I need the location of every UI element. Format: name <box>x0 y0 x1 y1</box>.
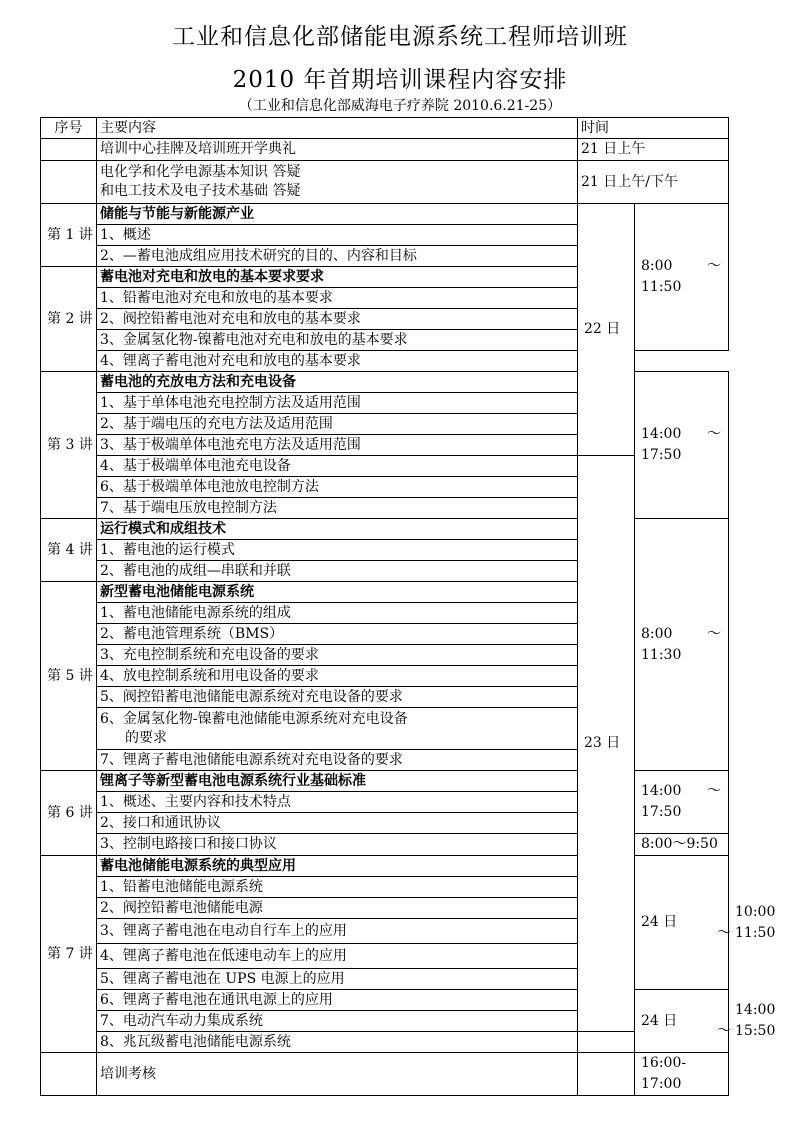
lecture-title: 锂离子等新型蓄电池电源系统行业基础标准 <box>97 771 578 792</box>
table-row: 第 7 讲 蓄电池储能电源系统的典型应用 24 日 10:00 ～ 11:50 <box>41 856 729 877</box>
day-cell: 24 日 <box>635 856 729 990</box>
time-end: 17:50 <box>641 447 682 463</box>
time-cell: 14:00 ～ 17:50 <box>635 372 729 519</box>
time-start: 8:00 <box>641 258 673 274</box>
list-item: 2、接口和通讯协议 <box>97 813 578 834</box>
header-time: 时间 <box>578 118 729 139</box>
list-item: 6、金属氢化物-镍蓄电池储能电源系统对充电设备 的要求 <box>97 708 578 750</box>
time-end: 11:30 <box>641 646 682 663</box>
list-item: 7、基于端电压放电控制方法 <box>97 498 578 519</box>
header-no: 序号 <box>41 118 97 139</box>
lecture-title: 运行模式和成组技术 <box>97 519 578 540</box>
list-item: 3、基于极端单体电池充电方法及适用范围 <box>97 435 578 456</box>
time-start: 14:00 <box>641 426 682 442</box>
lecture-title: 蓄电池对充电和放电的基本要求要求 <box>97 267 578 288</box>
list-item: 8、兆瓦级蓄电池储能电源系统 <box>97 1032 578 1053</box>
list-item: 1、蓄电池的运行模式 <box>97 540 578 561</box>
time-end: 11:50 <box>641 279 682 295</box>
list-item: 1、基于单体电池充电控制方法及适用范围 <box>97 393 578 414</box>
list-item: 1、铅蓄电池储能电源系统 <box>97 877 578 898</box>
table-row <box>41 204 729 225</box>
day-cell: 24 日 <box>635 990 729 1053</box>
time-cell: 14:00 ～ 17:50 <box>635 771 729 834</box>
list-item: 3、金属氢化物-镍蓄电池对充电和放电的基本要求 <box>97 330 578 351</box>
table-row: 6、锂离子蓄电池在通讯电源上的应用 24 日 14:00 ～ 15:50 <box>41 990 729 1011</box>
time-start: 14:00 <box>641 783 682 799</box>
list-item: 3、控制电路接口和接口协议 <box>97 834 578 856</box>
table-row <box>41 456 729 477</box>
lecture-label: 第 2 讲 <box>41 267 97 372</box>
document-subtitle-year: 2010 年首期培训课程内容安排 <box>232 67 568 93</box>
list-item: 2、蓄电池管理系统（BMS） <box>97 624 578 645</box>
exam-time: 16:00-17:00 <box>635 1053 729 1096</box>
schedule-table <box>40 117 776 1096</box>
exam-label: 培训考核 <box>97 1053 578 1096</box>
day-cell: 23 日 <box>578 456 635 1032</box>
list-item: 1、概述、主要内容和技术特点 <box>97 792 578 813</box>
list-item: 5、锂离子蓄电池在 UPS 电源上的应用 <box>97 969 578 990</box>
list-item: 2、—蓄电池成组应用技术研究的目的、内容和目标 <box>97 246 578 267</box>
time-start: 8:00 <box>641 625 673 642</box>
list-item: 3、锂离子蓄电池在电动自行车上的应用 <box>97 919 578 944</box>
lecture-title: 蓄电池的充放电方法和充电设备 <box>97 372 578 393</box>
time-cell: 8:00 ～ 11:50 <box>635 204 729 351</box>
list-item: 4、基于极端单体电池充电设备 <box>97 456 578 477</box>
header-row <box>41 118 729 139</box>
list-item: 3、充电控制系统和充电设备的要求 <box>97 645 578 666</box>
basics-time: 21 日上午/下午 <box>578 161 729 204</box>
opening-ceremony: 培训中心挂牌及培训班开学典礼 <box>97 139 578 161</box>
table-row <box>41 161 729 204</box>
list-item: 5、阀控铅蓄电池储能电源系统对充电设备的要求 <box>97 687 578 708</box>
list-item: 2、蓄电池的成组—串联和并联 <box>97 561 578 582</box>
lecture-label: 第 6 讲 <box>41 771 97 856</box>
list-item: 1、概述 <box>97 225 578 246</box>
list-item: 7、电动汽车动力集成系统 <box>97 1011 578 1032</box>
list-item: 1、蓄电池储能电源系统的组成 <box>97 603 578 624</box>
location-date-line: （工业和信息化部威海电子疗养院 2010.6.21-25） <box>238 98 562 114</box>
table-row <box>41 1032 729 1053</box>
time-cell: 8:00～9:50 <box>635 834 729 856</box>
lecture-label: 第 7 讲 <box>41 856 97 1053</box>
document-title: 工业和信息化部储能电源系统工程师培训班 <box>172 24 628 50</box>
lecture-title: 储能与节能与新能源产业 <box>97 204 578 225</box>
opening-time: 21 日上午 <box>578 139 729 161</box>
lecture-label: 第 5 讲 <box>41 582 97 771</box>
lecture-label: 第 3 讲 <box>41 372 97 519</box>
list-item: 2、基于端电压的充电方法及适用范围 <box>97 414 578 435</box>
list-item: 4、锂离子蓄电池对充电和放电的基本要求 <box>97 351 578 372</box>
lecture-label: 第 4 讲 <box>41 519 97 582</box>
basics-line-2: 和电工技术及电子技术基础 答疑 <box>100 183 301 199</box>
table-row <box>41 139 729 161</box>
day-cell: 22 日 <box>578 204 635 456</box>
time-start: 14:00 <box>735 1002 776 1018</box>
lecture-label: 第 1 讲 <box>41 204 97 267</box>
time-end: 17:50 <box>641 804 682 820</box>
basics-line-1: 电化学和化学电源基本知识 答疑 <box>100 164 301 180</box>
list-item: 4、放电控制系统和用电设备的要求 <box>97 666 578 687</box>
list-item: 6、锂离子蓄电池在通讯电源上的应用 <box>97 990 578 1011</box>
list-item: 7、锂离子蓄电池储能电源系统对充电设备的要求 <box>97 750 578 771</box>
list-item: 1、铅蓄电池对充电和放电的基本要求 <box>97 288 578 309</box>
lecture-title: 蓄电池储能电源系统的典型应用 <box>97 856 578 877</box>
list-item: 6、基于极端单体电池放电控制方法 <box>97 477 578 498</box>
list-item: 2、阀控铅蓄电池储能电源 <box>97 898 578 919</box>
time-cell: 8:00 ～ 11:30 <box>635 519 729 771</box>
list-item: 4、锂离子蓄电池在低速电动车上的应用 <box>97 944 578 969</box>
table-row <box>41 1053 729 1096</box>
lecture-title: 新型蓄电池储能电源系统 <box>97 582 578 603</box>
list-item: 2、阀控铅蓄电池对充电和放电的基本要求 <box>97 309 578 330</box>
header-content: 主要内容 <box>97 118 578 139</box>
time-start: 10:00 <box>735 903 776 920</box>
